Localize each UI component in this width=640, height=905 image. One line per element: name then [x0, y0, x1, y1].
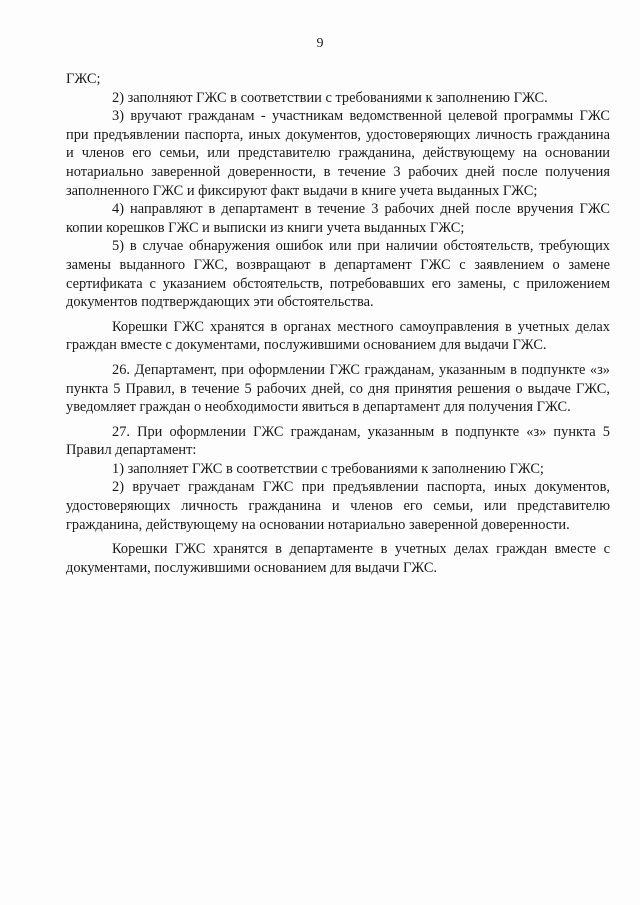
- paragraph-item-4: 4) направляют в департамент в течение 3 рабочих дней после вручения ГЖС копии корешков ГЖС и выписки из книги учета выданных ГЖС;: [66, 201, 610, 236]
- paragraph-clause-27-item-1: 1) заполняет ГЖС в соответствии с требованиями к заполнению ГЖС;: [112, 460, 544, 477]
- paragraph-clause-26: 26. Департамент, при оформлении ГЖС гражданам, указанным в подпункте «з» пункта 5 Правил, в течение 5 рабочих дней, со дня принятия решения о выдаче ГЖС, уведомляет граждан о необходимости явиться в департамент для получения ГЖС.: [66, 361, 610, 416]
- paragraph-item-3: 3) вручают гражданам - участникам ведомственной целевой программы ГЖС при предъявлении паспорта, иных документов, удостоверяющих личность гражданина и членов его семьи, или представителю гражданина, действующему на основании нотариально заверенной доверенности, в течение 3 рабочих дней после получения заполненного ГЖС и фиксируют факт выдачи в книге учета выданных ГЖС;: [66, 108, 610, 199]
- document-body: [66, 70, 610, 577]
- paragraph-clause-27: 27. При оформлении ГЖС гражданам, указанным в подпункте «з» пункта 5 Правил департамент:: [66, 423, 610, 459]
- paragraph-item-5: 5) в случае обнаружения ошибок или при наличии обстоятельств, требующих замены выданного ГЖС, возвращают в департамент ГЖС с заявлением о замене сертификата с указанием обстоятельств, потребовавших его замены, с приложением документов подтверждающих эти обстоятельства.: [66, 238, 610, 311]
- paragraph-clause-27-item-2: 2) вручает гражданам ГЖС при предъявлении паспорта, иных документов, удостоверяющих личность гражданина и членов его семьи, или представителю гражданина, действующему на основании нотариально заверенной доверенности.: [66, 479, 610, 533]
- paragraph-storage-department: Корешки ГЖС хранятся в департаменте в учетных делах граждан вместе с документами, послужившими основанием для выдачи ГЖС.: [66, 541, 610, 576]
- paragraph-item-2: 2) заполняют ГЖС в соответствии с требованиями к заполнению ГЖС.: [112, 89, 548, 106]
- paragraph-storage-local: Корешки ГЖС хранятся в органах местного самоуправления в учетных делах граждан вместе с документами, послужившими основанием для выдачи ГЖС.: [66, 318, 610, 354]
- paragraph-continuation: ГЖС;: [66, 71, 101, 87]
- page-number: 9: [316, 36, 324, 51]
